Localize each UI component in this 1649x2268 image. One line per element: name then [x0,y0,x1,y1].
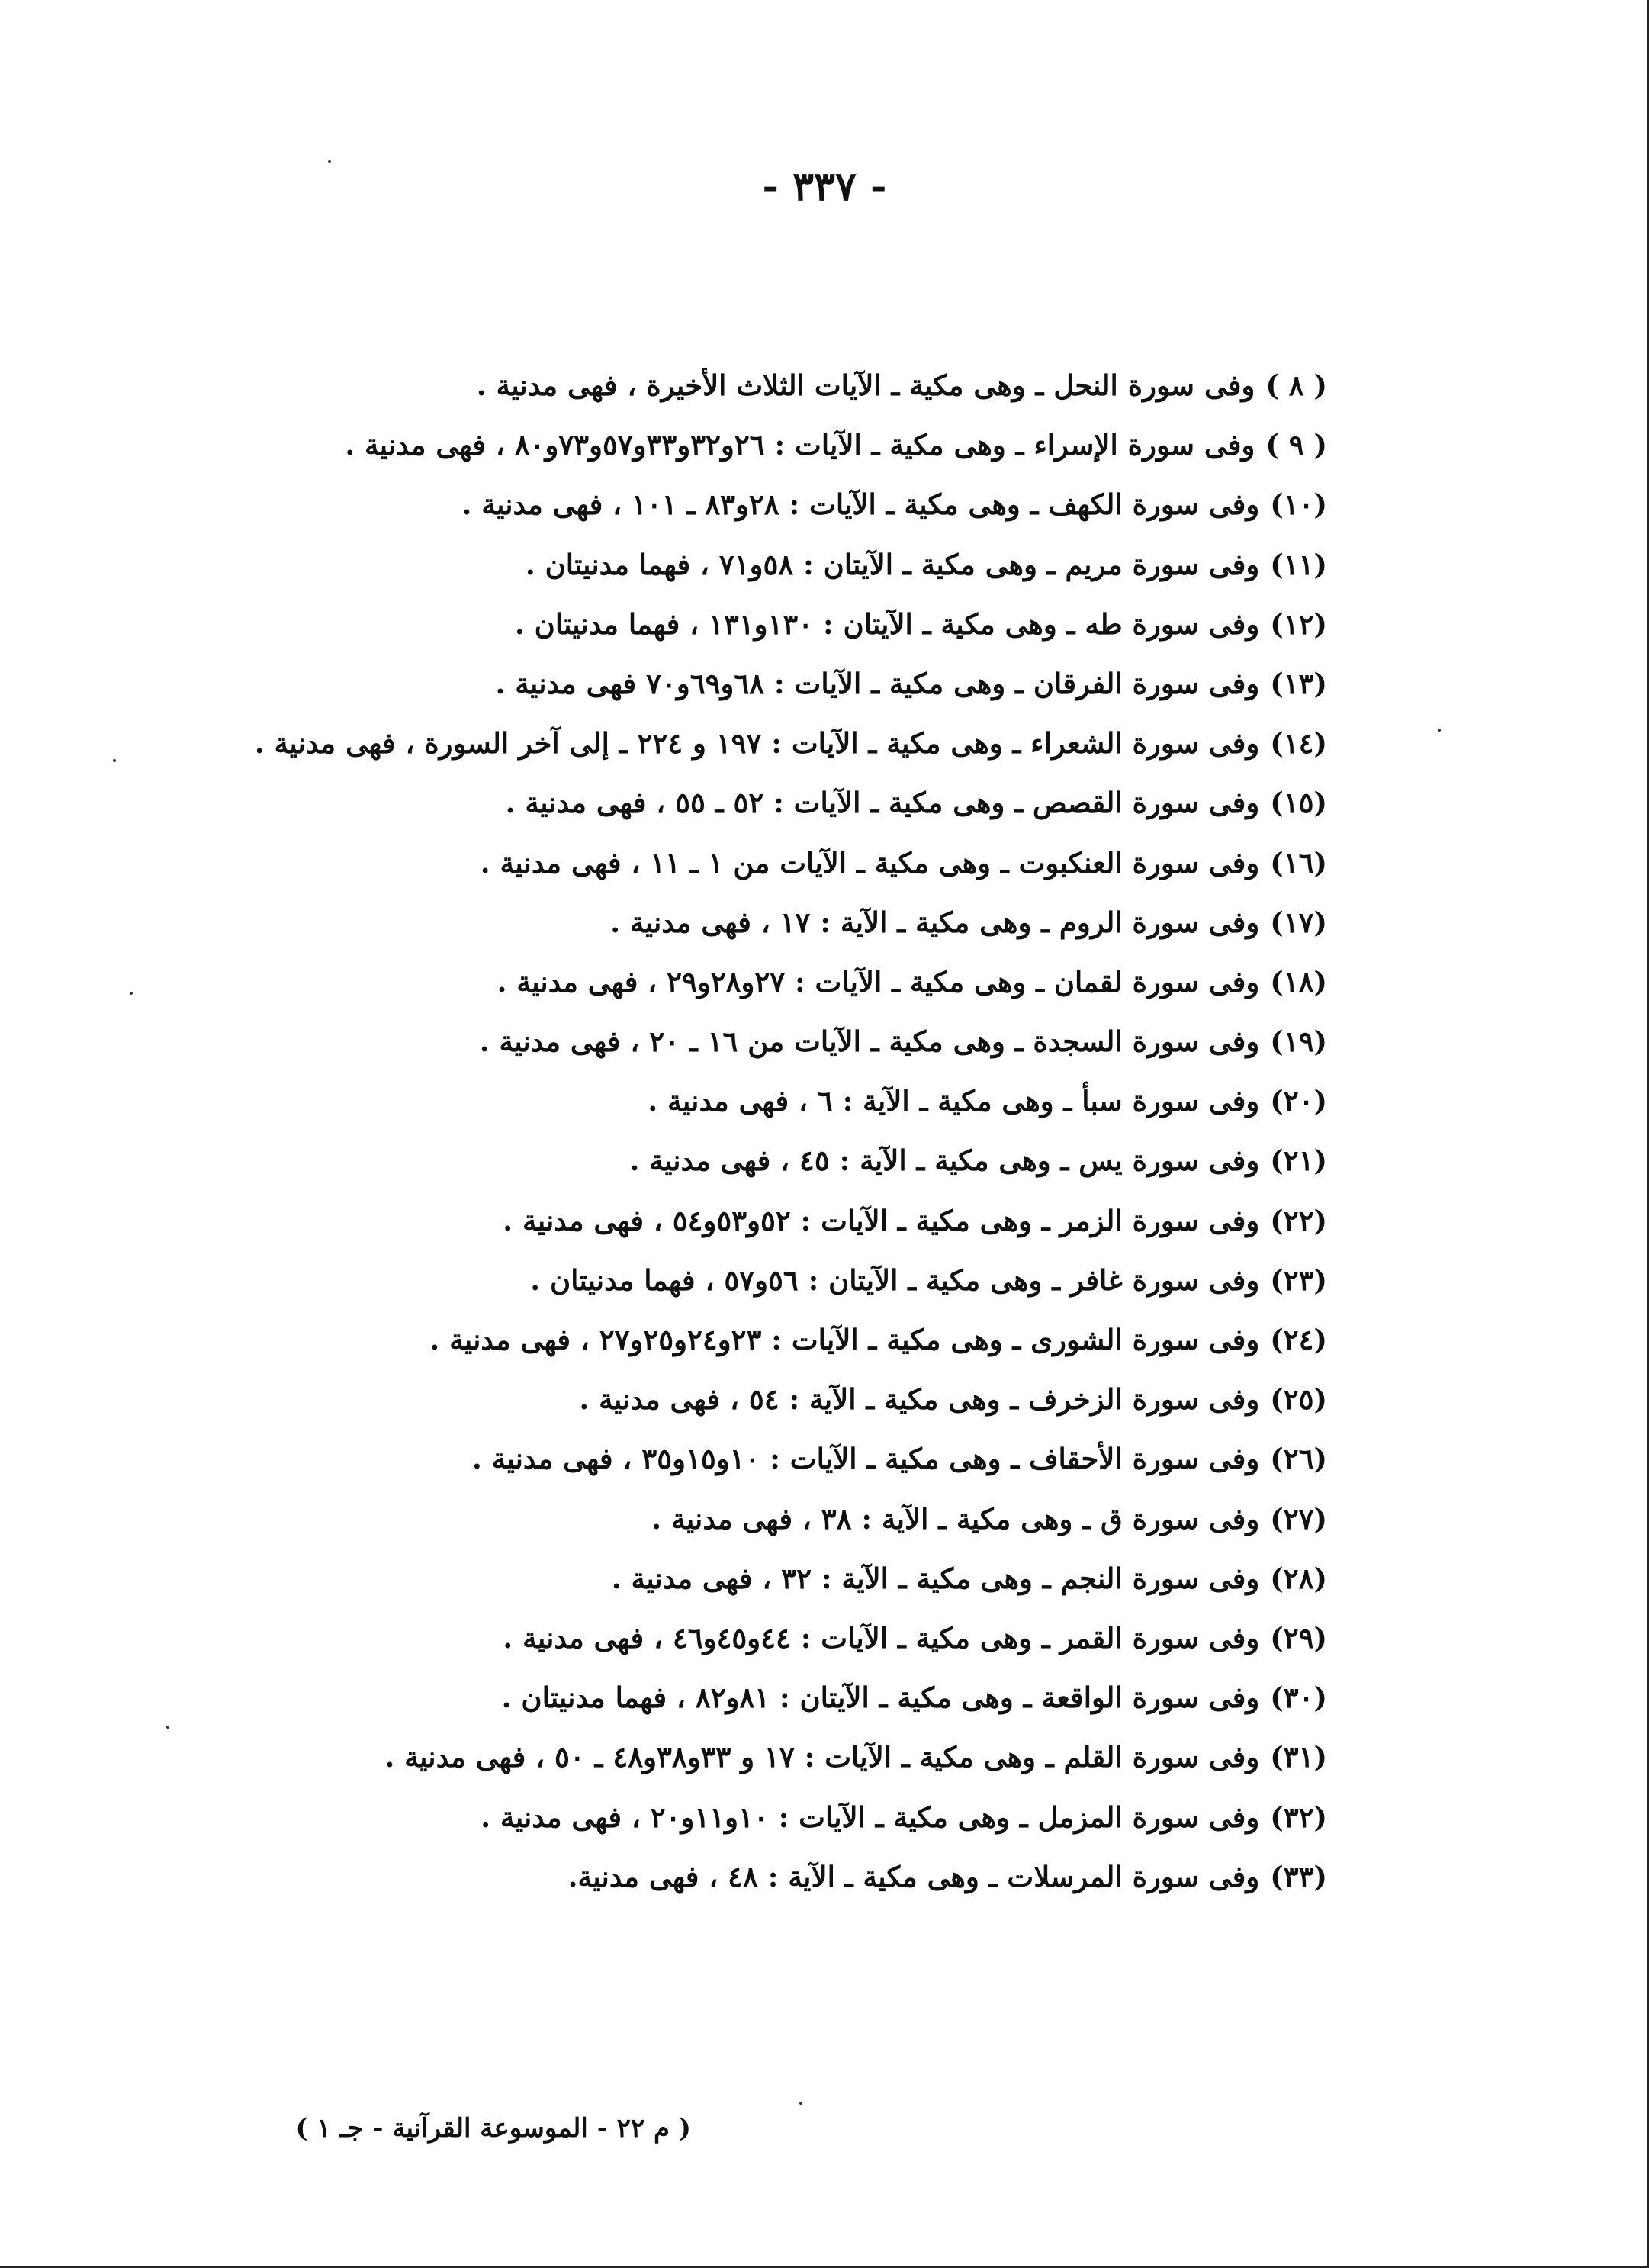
entry-number: (٣٠) [1270,1681,1327,1715]
list-item [0,1489,1327,1549]
entry-number: (٣١) [1270,1740,1327,1774]
list-item [0,893,1327,952]
entry-number: (١٧) [1270,905,1327,939]
entry-text: وفى سورة الواقعة ـ وهى مكية ـ الآيتان : ٨١و٨٢ ، فهما مدنيتان . [501,1681,1260,1715]
entry-text: وفى سورة الشعراء ـ وهى مكية ـ الآيات : ١٩٧ و ٢٢٤ ـ إلى آخر السورة ، فهى مدنية . [254,726,1260,761]
entry-text: وفى سورة الإسراء ـ وهى مكية ـ الآيات : ٢٦و٣٢و٣٣و٥٧و٧٣و٨٠ ، فهى مدنية . [345,428,1255,462]
list-item [0,1727,1327,1787]
entry-text: وفى سورة مريم ـ وهى مكية ـ الآيتان : ٥٨و٧١ ، فهما مدنيتان . [525,547,1260,581]
list-item [0,1012,1327,1071]
list-item [0,1549,1327,1608]
list-item [0,475,1327,534]
list-item [0,1847,1327,1906]
entry-number: (١٥) [1270,786,1327,820]
entry-number: (١٢) [1270,606,1327,641]
entry-number: (١٠) [1270,487,1327,522]
entry-text: وفى سورة ق ـ وهى مكية ـ الآية : ٣٨ ، فهى مدنية . [651,1501,1260,1536]
entry-text: وفى سورة لقمان ـ وهى مكية ـ الآيات : ٢٧و٢٨و٢٩ ، فهى مدنية . [497,964,1260,999]
entry-number: (١١) [1270,547,1327,581]
entry-text: وفى سورة النجم ـ وهى مكية ـ الآية : ٣٢ ، فهى مدنية . [611,1561,1260,1595]
page-footer: ( م ٢٢ - الموسوعة القرآنية - جـ ١ ) [295,2113,691,2144]
entry-number: (١٨) [1270,964,1327,999]
entry-number: (٢١) [1270,1144,1327,1178]
entry-text: وفى سورة القلم ـ وهى مكية ـ الآيات : ١٧ و ٣٣و٣٨و٤٨ ـ ٥٠ ، فهى مدنية . [384,1740,1260,1774]
list-item [0,833,1327,893]
entry-number: (١٦) [1270,845,1327,880]
entry-text: وفى سورة القمر ـ وهى مكية ـ الآيات : ٤٤و٤٥و٤٦ ، فهى مدنية . [503,1620,1260,1655]
list-item [0,1250,1327,1310]
list-item [0,1787,1327,1847]
entry-number: ( ٩ ) [1265,428,1327,462]
entry-number: (٢٧) [1270,1501,1327,1536]
entry-number: (١٤) [1270,726,1327,761]
scan-speck [166,1726,169,1729]
entry-text: وفى سورة غافر ـ وهى مكية ـ الآيتان : ٥٦و٥٧ ، فهما مدنيتان . [530,1263,1260,1297]
list-item [0,1668,1327,1727]
entry-number: (٢٢) [1270,1203,1327,1237]
entry-text: وفى سورة النحل ـ وهى مكية ـ الآيات الثلاث الأخيرة ، فهى مدنية . [476,368,1255,402]
list-item [0,1071,1327,1131]
entry-text: وفى سورة المزمل ـ وهى مكية ـ الآيات : ١٠و١١و٢٠ ، فهى مدنية . [481,1800,1260,1834]
entry-number: ( ٨ ) [1265,368,1327,402]
list-item [0,773,1327,832]
entry-number: (١٩) [1270,1025,1327,1059]
list-item [0,415,1327,475]
entry-number: (٢٠) [1270,1084,1327,1118]
scan-speck [1438,729,1441,732]
scan-speck [130,992,133,995]
surah-list [0,355,1327,1906]
entry-text: وفى سورة الروم ـ وهى مكية ـ الآية : ١٧ ، فهى مدنية . [610,905,1260,939]
entry-number: (٢٤) [1270,1323,1327,1356]
entry-text: وفى سورة الأحقاف ـ وهى مكية ـ الآيات : ١٠و١٥و٣٥ ، فهى مدنية . [471,1442,1260,1476]
entry-text: وفى سورة الزخرف ـ وهى مكية ـ الآية : ٥٤ ، فهى مدنية . [579,1382,1260,1417]
entry-text: وفى سورة العنكبوت ـ وهى مكية ـ الآيات من ١ ـ ١١ ، فهى مدنية . [480,845,1260,880]
entry-text: وفى سورة الكهف ـ وهى مكية ـ الآيات : ٢٨و٨٣ ـ ١٠١ ، فهى مدنية . [461,487,1260,522]
scan-speck [799,2102,802,2105]
entry-text: وفى سورة المرسلات ـ وهى مكية ـ الآية : ٤٨ ، فهى مدنية. [567,1859,1260,1893]
entry-number: (٣٣) [1270,1859,1327,1893]
list-item [0,355,1327,415]
list-item [0,1369,1327,1429]
entry-number: (٢٦) [1270,1442,1327,1476]
entry-text: وفى سورة سبأ ـ وهى مكية ـ الآية : ٦ ، فهى مدنية . [648,1084,1260,1118]
entry-number: (٢٥) [1270,1382,1327,1417]
entry-text: وفى سورة طه ـ وهى مكية ـ الآيتان : ١٣٠و١٣١ ، فهما مدنيتان . [514,606,1260,641]
list-item [0,1191,1327,1250]
entry-number: (٢٨) [1270,1561,1327,1595]
list-item [0,535,1327,594]
entry-text: وفى سورة الفرقان ـ وهى مكية ـ الآيات : ٦٨و٦٩و٧٠ فهى مدنية . [495,666,1260,700]
page-number: - ٣٣٧ - [762,163,887,210]
entry-text: وفى سورة القصص ـ وهى مكية ـ الآيات : ٥٢ ـ ٥٥ ، فهى مدنية . [505,786,1260,820]
entry-number: (٢٣) [1270,1263,1327,1297]
entry-number: (٢٩) [1270,1620,1327,1655]
scan-speck [328,160,331,163]
list-item [0,952,1327,1012]
list-item [0,1310,1327,1369]
entry-text: وفى سورة الزمر ـ وهى مكية ـ الآيات : ٥٢و٥٣و٥٤ ، فهى مدنية . [503,1203,1260,1237]
list-item [0,713,1327,773]
entry-text: وفى سورة السجدة ـ وهى مكية ـ الآيات من ١٦ ـ ٢٠ ، فهى مدنية . [479,1025,1260,1059]
entry-text: وفى سورة الشورى ـ وهى مكية ـ الآيات : ٢٣و٢٤و٢٥و٢٧ ، فهى مدنية . [429,1323,1260,1356]
list-item [0,654,1327,713]
list-item [0,594,1327,654]
entry-number: (١٣) [1270,666,1327,700]
list-item [0,1608,1327,1668]
entry-text: وفى سورة يس ـ وهى مكية ـ الآية : ٤٥ ، فهى مدنية . [629,1144,1260,1178]
entry-number: (٣٢) [1270,1800,1327,1834]
list-item [0,1131,1327,1190]
list-item [0,1429,1327,1488]
scan-speck [113,759,116,762]
